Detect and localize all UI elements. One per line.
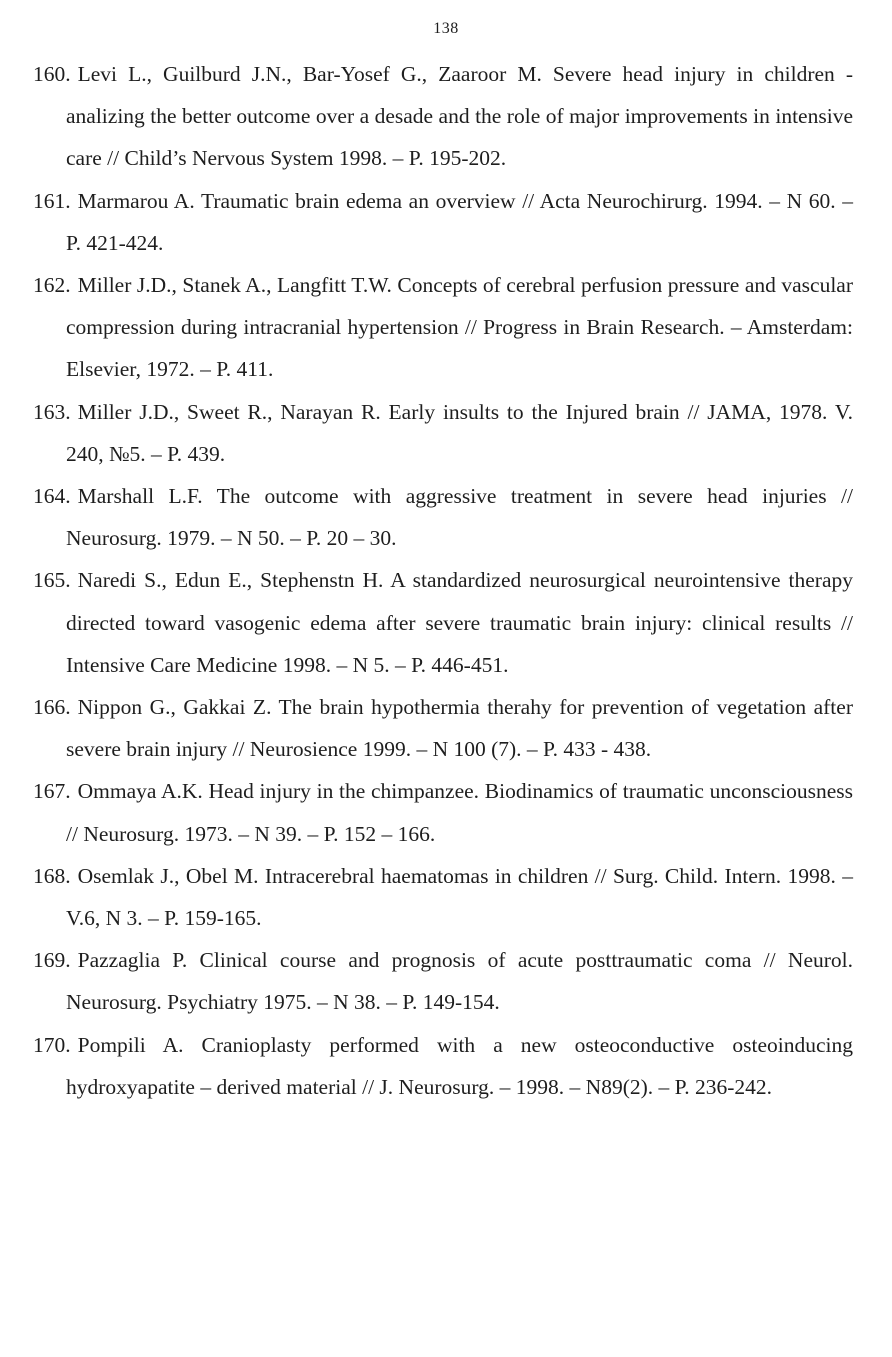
reference-text: Naredi S., Edun E., Stephenstn H. A standardized neurosurgical neurointensive therapy directed toward vasogenic edema after severe traumatic brain injury: clinical results // Intensive Care Medicine 1998. – N 5. – P. 446-451. [66, 568, 853, 677]
reference-number: 165. [33, 568, 71, 593]
reference-text: Nippon G., Gakkai Z. The brain hypothermia therahy for prevention of vegetation after severe brain injury // Neurosience 1999. – N 100 (7). – P. 433 - 438. [66, 695, 853, 762]
reference-entry-162 [33, 264, 853, 391]
reference-entry-170 [33, 1024, 853, 1108]
reference-text: Marmarou A. Traumatic brain edema an overview // Acta Neurochirurg. 1994. – N 60. – P. 421-424. [66, 188, 853, 255]
reference-list [33, 53, 853, 1108]
reference-text: Osemlak J., Obel M. Intracerebral haematomas in children // Surg. Child. Intern. 1998. – V.6, N 3. – P. 159-165. [66, 863, 853, 931]
reference-number: 168. [33, 863, 71, 888]
reference-number: 167. [33, 779, 71, 804]
reference-number: 170. [33, 1032, 71, 1057]
reference-number: 161. [33, 188, 71, 213]
reference-entry-165 [33, 559, 853, 686]
reference-number: 169. [33, 948, 71, 973]
reference-entry-168 [33, 855, 853, 939]
reference-entry-160 [33, 53, 853, 180]
reference-number: 163. [33, 399, 71, 424]
reference-entry-163 [33, 391, 853, 475]
reference-number: 160. [33, 62, 71, 86]
reference-entry-166 [33, 686, 853, 770]
reference-entry-164 [33, 475, 853, 559]
reference-number: 164. [33, 484, 71, 509]
reference-text: Ommaya A.K. Head injury in the chimpanzee. Biodinamics of traumatic unconsciousness // Neurosurg. 1973. – N 39. – P. 152 – 166. [66, 779, 853, 846]
reference-entry-167 [33, 770, 853, 854]
reference-number: 162. [33, 273, 71, 298]
reference-text: Marshall L.F. The outcome with aggressive treatment in severe head injuries // Neurosurg. 1979. – N 50. – P. 20 – 30. [66, 484, 853, 551]
reference-text: Miller J.D., Stanek A., Langfitt T.W. Concepts of cerebral perfusion pressure and vascular compression during intracranial hypertension // Progress in Brain Research. – Amsterdam: Elsevier, 1972. – P. 411. [66, 273, 853, 382]
reference-number: 166. [33, 695, 71, 720]
reference-text: Levi L., Guilburd J.N., Bar-Yosef G., Zaaroor M. Severe head injury in children - analizing the better outcome over a desade and the role of major improvements in intensive care // Child’s Nervous System 1998. – P. 195-202. [66, 62, 853, 171]
reference-text: Pompili A. Cranioplasty performed with a new osteoconductive osteoinducing hydroxyapatite – derived material // J. Neurosurg. – 1998. – N89(2). – P. 236-242. [66, 1032, 853, 1099]
reference-text: Miller J.D., Sweet R., Narayan R. Early insults to the Injured brain // JAMA, 1978. V. 240, №5. – P. 439. [66, 399, 853, 466]
reference-entry-169 [33, 939, 853, 1023]
page-number: 138 [433, 20, 459, 37]
reference-entry-161 [33, 180, 853, 264]
reference-text: Pazzaglia P. Clinical course and prognosis of acute posttraumatic coma // Neurol. Neurosurg. Psychiatry 1975. – N 38. – P. 149-154. [66, 948, 853, 1015]
